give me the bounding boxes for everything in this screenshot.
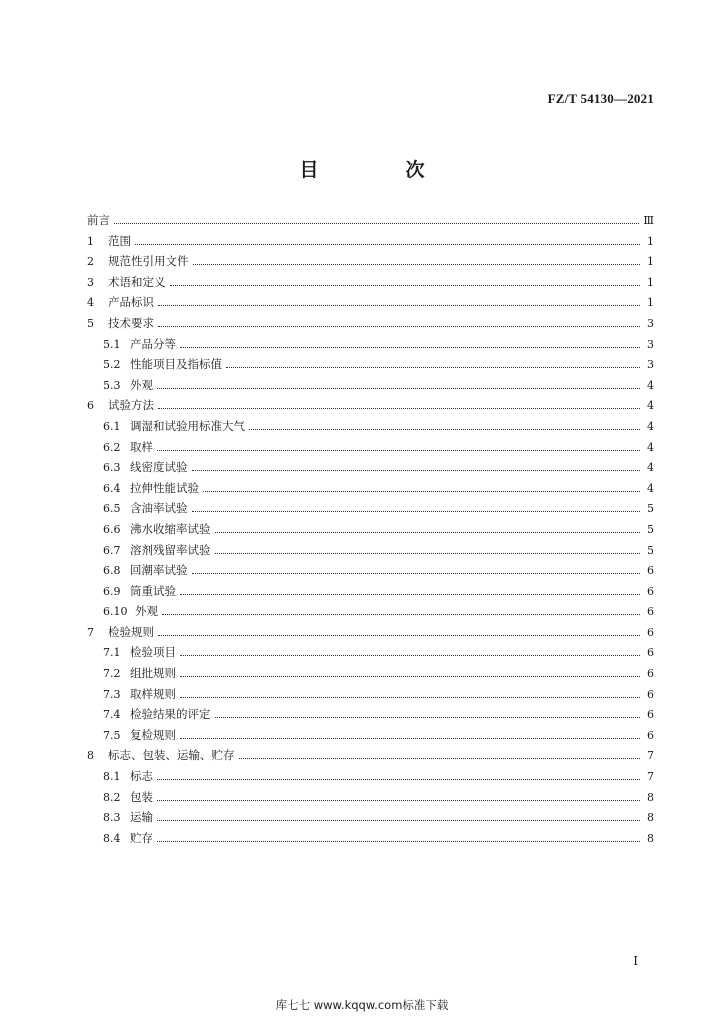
toc-entry-page: 1 — [647, 234, 654, 248]
toc-entry-label: 贮存 — [130, 830, 153, 845]
toc-entry-page: 5 — [647, 502, 654, 516]
toc-entry-page: 8 — [647, 811, 654, 825]
toc-entry[interactable] — [87, 336, 654, 357]
toc-leader-dots — [158, 408, 640, 409]
toc-entry-number: 6.6 — [103, 522, 121, 536]
toc-entry-number: 8.2 — [103, 790, 121, 804]
toc-entry-page: 4 — [647, 378, 654, 392]
toc-entry-label: 拉伸性能试验 — [130, 480, 199, 495]
table-of-contents — [87, 212, 654, 850]
toc-entry-number: 8 — [87, 749, 94, 763]
toc-entry-label: 术语和定义 — [108, 274, 166, 289]
toc-entry-number: 5 — [87, 316, 94, 330]
toc-entry-label: 组批规则 — [130, 666, 176, 681]
toc-entry-number: 6.9 — [103, 584, 121, 598]
toc-entry[interactable] — [87, 706, 654, 727]
toc-entry-page: 6 — [647, 564, 654, 578]
toc-entry-label: 线密度试验 — [130, 460, 188, 475]
toc-entry-page: 6 — [647, 687, 654, 701]
toc-entry-number: 7.3 — [103, 687, 121, 701]
toc-entry[interactable] — [87, 686, 654, 707]
toc-entry-label: 检验规则 — [108, 624, 154, 639]
toc-entry-number: 5.1 — [103, 337, 121, 351]
toc-entry-label: 取样 — [130, 439, 153, 454]
watermark-text: 库七七 www.kqqw.com标准下载 — [275, 998, 449, 1012]
toc-entry[interactable] — [87, 562, 654, 583]
toc-entry-number: 6.1 — [103, 419, 121, 433]
toc-entry-label: 筒重试验 — [130, 583, 176, 598]
toc-entry-page: Ⅲ — [643, 214, 654, 227]
toc-entry-number: 6.4 — [103, 481, 121, 495]
toc-entry-page: 6 — [647, 605, 654, 619]
toc-entry-page: 3 — [647, 358, 654, 372]
toc-entry-number: 3 — [87, 275, 94, 289]
toc-entry-number: 6.10 — [103, 605, 128, 619]
toc-entry[interactable] — [87, 603, 654, 624]
toc-entry[interactable] — [87, 212, 654, 233]
toc-entry-label: 范围 — [108, 233, 131, 248]
toc-leader-dots — [226, 367, 640, 368]
toc-entry-label: 调湿和试验用标准大气 — [130, 418, 245, 433]
toc-entry-label: 含油率试验 — [130, 501, 188, 516]
toc-leader-dots — [135, 244, 640, 245]
toc-entry-page: 8 — [647, 831, 654, 845]
toc-entry[interactable] — [87, 789, 654, 810]
toc-entry-page: 5 — [647, 522, 654, 536]
toc-entry-number: 7.1 — [103, 646, 121, 660]
toc-entry[interactable] — [87, 418, 654, 439]
toc-leader-dots — [157, 820, 640, 821]
toc-entry-label: 技术要求 — [108, 315, 154, 330]
toc-entry-page: 6 — [647, 708, 654, 722]
toc-leader-dots — [158, 305, 640, 306]
page-title: 目 次 — [299, 159, 459, 181]
toc-entry-number: 7.5 — [103, 728, 121, 742]
toc-entry-number: 7.4 — [103, 708, 121, 722]
toc-leader-dots — [180, 347, 640, 348]
toc-entry-label: 检验结果的评定 — [130, 707, 211, 722]
toc-entry-number: 6.3 — [103, 461, 121, 475]
toc-entry-number: 8.4 — [103, 831, 121, 845]
toc-entry[interactable] — [87, 377, 654, 398]
toc-entry-label: 复检规则 — [130, 727, 176, 742]
toc-leader-dots — [114, 223, 639, 224]
toc-entry[interactable] — [87, 459, 654, 480]
toc-leader-dots — [180, 697, 640, 698]
toc-entry[interactable] — [87, 521, 654, 542]
toc-entry-label: 取样规则 — [130, 686, 176, 701]
toc-entry-label: 前言 — [87, 213, 110, 227]
toc-entry-page: 6 — [647, 646, 654, 660]
toc-entry-number: 6.7 — [103, 543, 121, 557]
toc-leader-dots — [162, 614, 640, 615]
toc-entry[interactable] — [87, 747, 654, 768]
toc-leader-dots — [215, 553, 641, 554]
toc-leader-dots — [192, 573, 641, 574]
toc-entry-number: 5.2 — [103, 358, 121, 372]
toc-entry-number: 6.5 — [103, 502, 121, 516]
toc-entry-page: 4 — [647, 440, 654, 454]
toc-entry-label: 规范性引用文件 — [108, 254, 189, 269]
toc-entry[interactable] — [87, 356, 654, 377]
toc-leader-dots — [157, 450, 640, 451]
toc-leader-dots — [180, 676, 640, 677]
toc-entry[interactable] — [87, 809, 654, 830]
toc-entry-number: 2 — [87, 255, 94, 269]
toc-entry-page: 7 — [647, 749, 654, 763]
toc-leader-dots — [239, 758, 641, 759]
toc-entry-number: 4 — [87, 296, 94, 310]
toc-leader-dots — [157, 779, 640, 780]
toc-entry-label: 检验项目 — [130, 645, 176, 660]
toc-entry-page: 4 — [647, 481, 654, 495]
toc-entry-label: 标志 — [130, 769, 153, 784]
toc-entry-number: 8.3 — [103, 811, 121, 825]
toc-entry-page: 4 — [647, 399, 654, 413]
toc-entry[interactable] — [87, 274, 654, 295]
toc-entry-label: 外观 — [130, 377, 153, 392]
toc-entry-page: 6 — [647, 728, 654, 742]
toc-leader-dots — [157, 800, 640, 801]
toc-entry-page: 6 — [647, 625, 654, 639]
toc-entry-label: 包装 — [130, 789, 153, 804]
toc-entry-number: 8.1 — [103, 770, 121, 784]
toc-entry[interactable] — [87, 439, 654, 460]
toc-entry-page: 8 — [647, 790, 654, 804]
toc-leader-dots — [180, 738, 640, 739]
toc-leader-dots — [170, 285, 641, 286]
toc-entry-page: 4 — [647, 461, 654, 475]
toc-leader-dots — [157, 388, 640, 389]
toc-entry-label: 标志、包装、运输、贮存 — [108, 748, 235, 763]
toc-leader-dots — [158, 326, 640, 327]
toc-leader-dots — [158, 635, 640, 636]
toc-leader-dots — [192, 511, 641, 512]
toc-leader-dots — [157, 841, 640, 842]
toc-entry[interactable] — [87, 644, 654, 665]
toc-entry-label: 试验方法 — [108, 398, 154, 413]
toc-entry-page: 1 — [647, 275, 654, 289]
toc-entry-page: 5 — [647, 543, 654, 557]
toc-entry-number: 5.3 — [103, 378, 121, 392]
toc-entry[interactable] — [87, 315, 654, 336]
toc-entry[interactable] — [87, 830, 654, 851]
toc-leader-dots — [180, 655, 640, 656]
toc-entry[interactable] — [87, 397, 654, 418]
toc-entry-page: 3 — [647, 316, 654, 330]
toc-entry-page: 3 — [647, 337, 654, 351]
toc-entry[interactable] — [87, 665, 654, 686]
toc-entry-label: 产品标识 — [108, 295, 154, 310]
toc-entry-page: 6 — [647, 667, 654, 681]
toc-entry[interactable] — [87, 583, 654, 604]
toc-entry-label: 溶剂残留率试验 — [130, 542, 211, 557]
toc-entry-label: 产品分等 — [130, 336, 176, 351]
toc-entry-page: 4 — [647, 419, 654, 433]
toc-entry-number: 6.8 — [103, 564, 121, 578]
toc-entry-label: 回潮率试验 — [130, 563, 188, 578]
toc-entry-page: 6 — [647, 584, 654, 598]
toc-entry-label: 运输 — [130, 810, 153, 825]
toc-leader-dots — [249, 429, 640, 430]
toc-entry[interactable] — [87, 542, 654, 563]
toc-leader-dots — [215, 717, 641, 718]
toc-entry[interactable] — [87, 727, 654, 748]
toc-entry[interactable] — [87, 253, 654, 274]
toc-entry-number: 7.2 — [103, 667, 121, 681]
toc-entry-label: 沸水收缩率试验 — [130, 521, 211, 536]
toc-entry[interactable] — [87, 624, 654, 645]
toc-entry-label: 性能项目及指标值 — [130, 357, 222, 372]
toc-entry-page: 1 — [647, 255, 654, 269]
toc-entry-page: 1 — [647, 296, 654, 310]
toc-leader-dots — [203, 491, 640, 492]
toc-leader-dots — [180, 594, 640, 595]
toc-leader-dots — [193, 264, 641, 265]
toc-entry[interactable] — [87, 233, 654, 254]
toc-entry-number: 6 — [87, 399, 94, 413]
toc-leader-dots — [192, 470, 641, 471]
toc-entry-number: 6.2 — [103, 440, 121, 454]
toc-entry-page: 7 — [647, 770, 654, 784]
toc-entry-label: 外观 — [135, 604, 158, 619]
page-number: I — [633, 954, 638, 968]
toc-entry[interactable] — [87, 500, 654, 521]
toc-entry[interactable] — [87, 768, 654, 789]
toc-entry[interactable] — [87, 480, 654, 501]
toc-entry-number: 1 — [87, 234, 94, 248]
toc-entry[interactable] — [87, 294, 654, 315]
toc-entry-number: 7 — [87, 625, 94, 639]
standard-code: FZ/T 54130—2021 — [547, 91, 654, 106]
toc-leader-dots — [215, 532, 641, 533]
